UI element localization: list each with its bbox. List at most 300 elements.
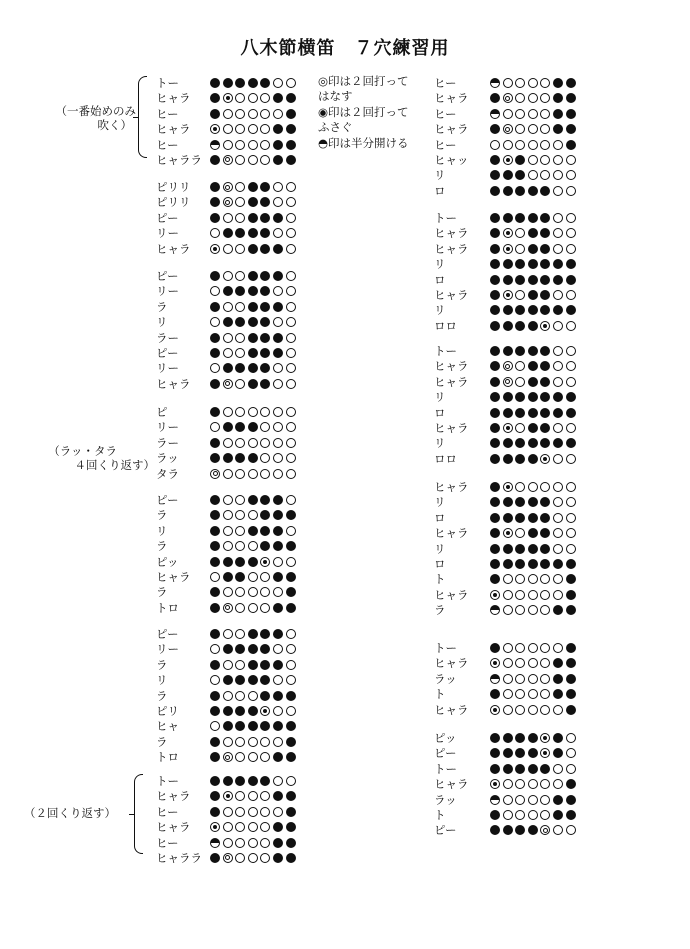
closed-hole-icon (553, 78, 563, 88)
closed-hole-icon (260, 660, 270, 670)
open-hole-icon (540, 170, 550, 180)
open-hole-icon (286, 526, 296, 536)
closed-hole-icon (248, 228, 258, 238)
open-hole-icon (540, 689, 550, 699)
closed-hole-icon (490, 764, 500, 774)
open-hole-icon (223, 109, 233, 119)
closed-hole-icon (223, 776, 233, 786)
syllable-label: ト (434, 807, 446, 822)
open-hole-icon (235, 333, 245, 343)
closed-hole-icon (528, 361, 538, 371)
open-hole-icon (515, 810, 525, 820)
closed-hole-icon (553, 305, 563, 315)
closed-hole-icon (515, 454, 525, 464)
hole-pattern (210, 407, 296, 417)
closed-hole-icon (273, 838, 283, 848)
hole-pattern (490, 155, 576, 165)
closed-hole-icon (248, 271, 258, 281)
syllable-label: ヒャラ (434, 777, 469, 792)
open-hole-icon (553, 170, 563, 180)
syllable-label: ヒャラ (434, 702, 469, 717)
closed-hole-icon (515, 544, 525, 554)
open-hole-icon (235, 438, 245, 448)
open-hole-icon (286, 629, 296, 639)
open-hole-icon (515, 93, 525, 103)
open-hole-icon (223, 660, 233, 670)
hole-pattern (210, 379, 296, 389)
open-hole-icon (235, 124, 245, 134)
closed-hole-icon (235, 721, 245, 731)
closed-hole-icon (223, 675, 233, 685)
open-hole-icon (248, 838, 258, 848)
half-open-hole-icon (490, 605, 500, 615)
open-hole-icon (515, 124, 525, 134)
open-hole-icon (223, 333, 233, 343)
closed-hole-icon (490, 689, 500, 699)
syllable-label: ロ (434, 405, 446, 420)
closed-hole-icon (540, 408, 550, 418)
closed-hole-icon (248, 776, 258, 786)
open-hole-icon (566, 733, 576, 743)
open-hole-icon (540, 605, 550, 615)
syllable-label: ヒャラ (434, 526, 469, 541)
hole-pattern (490, 408, 576, 418)
closed-hole-icon (248, 317, 258, 327)
closed-hole-icon (553, 438, 563, 448)
open-hole-icon (553, 155, 563, 165)
closed-hole-icon (223, 706, 233, 716)
closed-hole-icon (260, 629, 270, 639)
hole-pattern (210, 629, 296, 639)
open-hole-icon (223, 302, 233, 312)
open-hole-icon (248, 853, 258, 863)
double-tap-open-icon (223, 752, 233, 762)
open-hole-icon (235, 629, 245, 639)
closed-hole-icon (540, 528, 550, 538)
closed-hole-icon (490, 213, 500, 223)
closed-hole-icon (490, 275, 500, 285)
hole-pattern (490, 392, 576, 402)
open-hole-icon (566, 321, 576, 331)
closed-hole-icon (260, 776, 270, 786)
open-hole-icon (553, 321, 563, 331)
double-tap-close-icon (503, 228, 513, 238)
closed-hole-icon (503, 275, 513, 285)
closed-hole-icon (273, 791, 283, 801)
open-hole-icon (273, 706, 283, 716)
open-hole-icon (553, 705, 563, 715)
closed-hole-icon (260, 197, 270, 207)
closed-hole-icon (260, 286, 270, 296)
open-hole-icon (553, 482, 563, 492)
open-hole-icon (235, 379, 245, 389)
hole-pattern (210, 78, 296, 88)
closed-hole-icon (248, 644, 258, 654)
open-hole-icon (490, 140, 500, 150)
closed-hole-icon (223, 644, 233, 654)
closed-hole-icon (528, 764, 538, 774)
open-hole-icon (223, 348, 233, 358)
closed-hole-icon (273, 244, 283, 254)
syllable-label: トー (434, 641, 457, 655)
closed-hole-icon (566, 590, 576, 600)
open-hole-icon (260, 791, 270, 801)
closed-hole-icon (528, 321, 538, 331)
hole-pattern (490, 689, 576, 699)
open-hole-icon (273, 182, 283, 192)
syllable-label: リ (434, 257, 446, 272)
hole-pattern (210, 752, 296, 762)
open-hole-icon (260, 737, 270, 747)
open-hole-icon (210, 572, 220, 582)
hole-pattern (490, 748, 576, 758)
open-hole-icon (286, 422, 296, 432)
syllable-label: ヒー (434, 137, 457, 152)
closed-hole-icon (503, 454, 513, 464)
syllable-label: ト (434, 687, 446, 702)
open-hole-icon (540, 643, 550, 653)
hole-pattern (210, 197, 296, 207)
closed-hole-icon (515, 275, 525, 285)
hole-pattern (490, 590, 576, 600)
closed-hole-icon (490, 155, 500, 165)
open-hole-icon (566, 377, 576, 387)
closed-hole-icon (210, 379, 220, 389)
closed-hole-icon (260, 271, 270, 281)
closed-hole-icon (540, 186, 550, 196)
closed-hole-icon (566, 78, 576, 88)
closed-hole-icon (553, 93, 563, 103)
syllable-label: ロ (434, 183, 446, 198)
syllable-label: ピ (156, 405, 168, 419)
syllable-label: ヒャラ (156, 820, 191, 835)
open-hole-icon (528, 482, 538, 492)
hole-pattern (490, 795, 576, 805)
closed-hole-icon (566, 392, 576, 402)
double-tap-close-icon (490, 590, 500, 600)
open-hole-icon (566, 346, 576, 356)
closed-hole-icon (566, 658, 576, 668)
open-hole-icon (553, 528, 563, 538)
closed-hole-icon (273, 526, 283, 536)
open-hole-icon (553, 513, 563, 523)
open-hole-icon (286, 407, 296, 417)
closed-hole-icon (528, 213, 538, 223)
legend-line-5: ◓印は半分開ける (318, 135, 409, 150)
closed-hole-icon (515, 321, 525, 331)
hole-pattern (490, 764, 576, 774)
closed-hole-icon (210, 752, 220, 762)
syllable-label: リー (156, 284, 179, 299)
double-tap-close-icon (503, 482, 513, 492)
syllable-label: ロロ (434, 451, 457, 466)
closed-hole-icon (286, 752, 296, 762)
syllable-label: リー (156, 361, 179, 376)
closed-hole-icon (273, 213, 283, 223)
syllable-label: ヒャラ (156, 122, 191, 137)
closed-hole-icon (553, 674, 563, 684)
closed-hole-icon (515, 513, 525, 523)
open-hole-icon (223, 438, 233, 448)
note-first-blow (36, 104, 136, 132)
closed-hole-icon (210, 302, 220, 312)
closed-hole-icon (210, 495, 220, 505)
open-hole-icon (273, 737, 283, 747)
closed-hole-icon (553, 275, 563, 285)
closed-hole-icon (528, 305, 538, 315)
open-hole-icon (223, 469, 233, 479)
closed-hole-icon (528, 186, 538, 196)
closed-hole-icon (235, 422, 245, 432)
syllable-label: ヒー (156, 835, 179, 850)
closed-hole-icon (540, 275, 550, 285)
open-hole-icon (553, 213, 563, 223)
syllable-label: ヒャラ (156, 91, 191, 106)
syllable-label: ヒャラ (434, 91, 469, 106)
closed-hole-icon (553, 605, 563, 615)
open-hole-icon (223, 587, 233, 597)
closed-hole-icon (515, 733, 525, 743)
closed-hole-icon (528, 497, 538, 507)
syllable-label: リー (156, 420, 179, 435)
open-hole-icon (223, 510, 233, 520)
note-twice-repeat-line-1: （２回くり返す） (24, 806, 116, 820)
closed-hole-icon (248, 660, 258, 670)
closed-hole-icon (248, 348, 258, 358)
closed-hole-icon (248, 197, 258, 207)
legend (318, 74, 409, 151)
open-hole-icon (503, 674, 513, 684)
open-hole-icon (540, 482, 550, 492)
syllable-label: ピー (434, 823, 457, 838)
open-hole-icon (540, 810, 550, 820)
closed-hole-icon (540, 377, 550, 387)
open-hole-icon (540, 93, 550, 103)
open-hole-icon (235, 93, 245, 103)
open-hole-icon (223, 495, 233, 505)
open-hole-icon (273, 379, 283, 389)
open-hole-icon (260, 422, 270, 432)
open-hole-icon (286, 363, 296, 373)
closed-hole-icon (503, 408, 513, 418)
closed-hole-icon (286, 140, 296, 150)
syllable-label: ヒャララ (156, 152, 202, 167)
open-hole-icon (528, 590, 538, 600)
open-hole-icon (286, 644, 296, 654)
hole-pattern (490, 346, 576, 356)
half-open-hole-icon (490, 795, 500, 805)
open-hole-icon (260, 838, 270, 848)
closed-hole-icon (490, 454, 500, 464)
open-hole-icon (553, 574, 563, 584)
closed-hole-icon (503, 438, 513, 448)
open-hole-icon (235, 348, 245, 358)
syllable-label: ピー (156, 493, 179, 507)
open-hole-icon (515, 605, 525, 615)
closed-hole-icon (566, 705, 576, 715)
closed-hole-icon (286, 737, 296, 747)
open-hole-icon (515, 528, 525, 538)
legend-line-3: ◉印は２回打って (318, 104, 409, 119)
closed-hole-icon (235, 776, 245, 786)
closed-hole-icon (553, 658, 563, 668)
open-hole-icon (235, 302, 245, 312)
open-hole-icon (235, 541, 245, 551)
double-tap-close-icon (490, 705, 500, 715)
open-hole-icon (286, 302, 296, 312)
syllable-label: リ (434, 436, 446, 451)
syllable-label: ヒャラ (434, 122, 469, 137)
legend-line-4: ふさぐ (318, 120, 353, 135)
closed-hole-icon (210, 453, 220, 463)
closed-hole-icon (235, 644, 245, 654)
closed-hole-icon (503, 213, 513, 223)
open-hole-icon (223, 822, 233, 832)
page-title: 八木節横笛 ７穴練習用 (240, 38, 450, 59)
hole-pattern (210, 302, 296, 312)
note-ratta-repeat-line-1: （ラッ・タラ (48, 444, 117, 458)
closed-hole-icon (260, 526, 270, 536)
open-hole-icon (503, 810, 513, 820)
closed-hole-icon (260, 244, 270, 254)
open-hole-icon (553, 244, 563, 254)
hole-pattern (490, 244, 576, 254)
closed-hole-icon (273, 140, 283, 150)
closed-hole-icon (223, 286, 233, 296)
closed-hole-icon (528, 528, 538, 538)
closed-hole-icon (286, 93, 296, 103)
note-ratta-repeat-line-2: ４回くり返す） (74, 458, 155, 472)
hole-pattern (210, 213, 296, 223)
syllable-label: ロ (434, 272, 446, 287)
open-hole-icon (553, 454, 563, 464)
open-hole-icon (248, 469, 258, 479)
open-hole-icon (553, 228, 563, 238)
closed-hole-icon (210, 155, 220, 165)
closed-hole-icon (515, 764, 525, 774)
hole-pattern (490, 305, 576, 315)
closed-hole-icon (540, 346, 550, 356)
closed-hole-icon (248, 721, 258, 731)
closed-hole-icon (273, 93, 283, 103)
open-hole-icon (503, 689, 513, 699)
syllable-label: トー (156, 774, 179, 788)
open-hole-icon (223, 807, 233, 817)
open-hole-icon (260, 603, 270, 613)
open-hole-icon (260, 752, 270, 762)
open-hole-icon (553, 825, 563, 835)
open-hole-icon (540, 658, 550, 668)
closed-hole-icon (540, 764, 550, 774)
closed-hole-icon (273, 660, 283, 670)
closed-hole-icon (235, 228, 245, 238)
open-hole-icon (503, 795, 513, 805)
syllable-label: ヒャラ (156, 376, 191, 391)
syllable-label: タラ (156, 466, 179, 481)
closed-hole-icon (528, 559, 538, 569)
open-hole-icon (286, 438, 296, 448)
double-tap-close-icon (503, 423, 513, 433)
open-hole-icon (553, 346, 563, 356)
open-hole-icon (248, 510, 258, 520)
open-hole-icon (248, 407, 258, 417)
open-hole-icon (540, 109, 550, 119)
open-hole-icon (566, 155, 576, 165)
open-hole-icon (210, 675, 220, 685)
closed-hole-icon (260, 495, 270, 505)
closed-hole-icon (286, 807, 296, 817)
hole-pattern (210, 675, 296, 685)
double-tap-close-icon (210, 244, 220, 254)
open-hole-icon (566, 528, 576, 538)
closed-hole-icon (273, 271, 283, 281)
open-hole-icon (273, 438, 283, 448)
closed-hole-icon (566, 93, 576, 103)
closed-hole-icon (223, 557, 233, 567)
open-hole-icon (286, 197, 296, 207)
closed-hole-icon (260, 317, 270, 327)
open-hole-icon (540, 590, 550, 600)
syllable-label: ピー (156, 345, 179, 360)
closed-hole-icon (248, 333, 258, 343)
hole-pattern (210, 510, 296, 520)
open-hole-icon (286, 453, 296, 463)
hole-pattern (210, 93, 296, 103)
closed-hole-icon (248, 363, 258, 373)
closed-hole-icon (515, 259, 525, 269)
open-hole-icon (286, 271, 296, 281)
open-hole-icon (223, 737, 233, 747)
open-hole-icon (540, 674, 550, 684)
open-hole-icon (515, 109, 525, 119)
closed-hole-icon (260, 228, 270, 238)
open-hole-icon (515, 779, 525, 789)
closed-hole-icon (528, 513, 538, 523)
closed-hole-icon (490, 423, 500, 433)
open-hole-icon (515, 423, 525, 433)
closed-hole-icon (286, 572, 296, 582)
closed-hole-icon (248, 78, 258, 88)
open-hole-icon (515, 377, 525, 387)
closed-hole-icon (260, 644, 270, 654)
closed-hole-icon (260, 348, 270, 358)
hole-pattern (490, 290, 576, 300)
closed-hole-icon (490, 643, 500, 653)
open-hole-icon (273, 78, 283, 88)
closed-hole-icon (528, 346, 538, 356)
open-hole-icon (273, 422, 283, 432)
open-hole-icon (248, 807, 258, 817)
hole-pattern (490, 559, 576, 569)
double-tap-close-icon (540, 733, 550, 743)
hole-pattern (210, 660, 296, 670)
closed-hole-icon (273, 853, 283, 863)
closed-hole-icon (490, 228, 500, 238)
open-hole-icon (248, 822, 258, 832)
open-hole-icon (515, 228, 525, 238)
double-tap-open-icon (223, 379, 233, 389)
hole-pattern (210, 526, 296, 536)
closed-hole-icon (248, 675, 258, 685)
closed-hole-icon (490, 305, 500, 315)
open-hole-icon (553, 423, 563, 433)
syllable-label: ヒー (156, 137, 179, 152)
closed-hole-icon (566, 305, 576, 315)
closed-hole-icon (210, 93, 220, 103)
syllable-label: ラ (156, 657, 168, 672)
syllable-label: リ (434, 303, 446, 318)
open-hole-icon (273, 363, 283, 373)
